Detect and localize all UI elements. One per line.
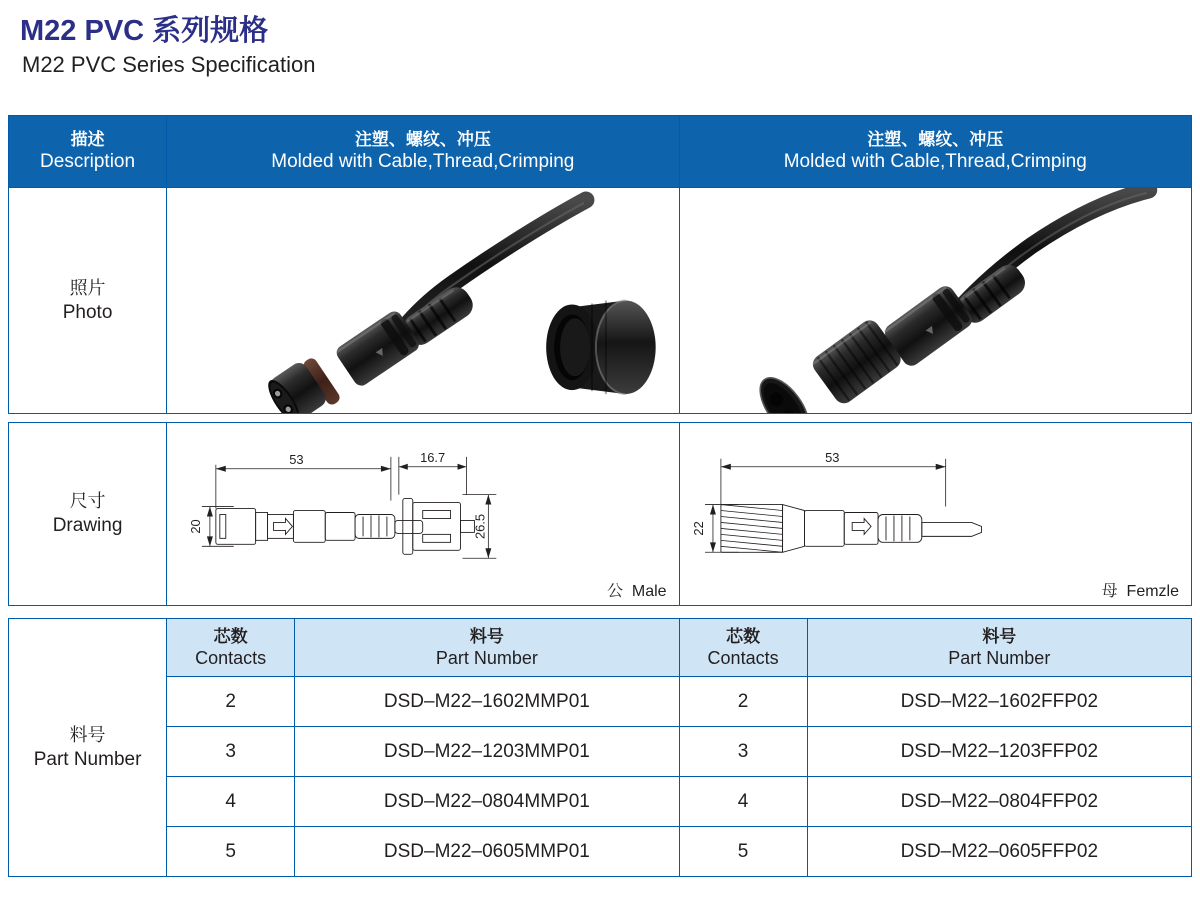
header-contacts-male [167,619,295,677]
header-partnumber-male-en: Part Number [435,647,538,668]
row-label-part-number [9,619,167,877]
dim-label-26-5: 26.5 [472,513,488,539]
row-label-part-number-zh: 料号 [69,724,106,745]
row-label-description [9,116,167,188]
description-photo-table [8,115,1192,414]
description-male-en: Molded with Cable,Thread,Crimping [271,151,575,173]
male-caption-zh: 公 [606,583,623,600]
row-label-part-number-en: Part Number [33,748,142,770]
cell-part-female: DSD–M22–0804FFP02 [807,777,1191,827]
header-contacts-female [679,619,807,677]
cell-contacts-male: 5 [167,827,295,877]
table-row [9,677,1192,727]
description-female-en: Molded with Cable,Thread,Crimping [783,151,1087,173]
header-contacts-female-en: Contacts [707,647,779,668]
male-caption [607,578,667,601]
header-partnumber-female-en: Part Number [948,647,1051,668]
header-partnumber-male [295,619,679,677]
cell-part-male: DSD–M22–1203MMP01 [295,727,679,777]
row-label-drawing-zh: 尺寸 [69,491,106,512]
female-connector-photo [680,188,1191,413]
header-partnumber-female-zh: 料号 [982,626,1017,646]
dim-label-22: 22 [690,521,706,536]
photo-male-cell [167,188,679,414]
row-label-description-en: Description [40,151,136,173]
drawing-table [8,422,1192,606]
header-partnumber-female [807,619,1191,677]
cell-part-female: DSD–M22–1602FFP02 [807,677,1191,727]
cell-contacts-female: 5 [679,827,807,877]
row-label-photo-en: Photo [62,301,113,323]
cell-contacts-female: 2 [679,677,807,727]
description-female-zh: 注塑、螺纹、冲压 [867,130,1004,149]
cell-contacts-male: 3 [167,727,295,777]
row-label-photo-zh: 照片 [69,277,106,298]
page-title-en: M22 PVC Series Specification [22,52,316,77]
row-label-drawing [9,423,167,606]
drawing-male-cell [167,423,679,606]
description-male [167,116,679,188]
cell-part-male: DSD–M22–0605MMP01 [295,827,679,877]
male-dimension-drawing [167,423,678,605]
cell-contacts-female: 3 [679,727,807,777]
cell-part-male: DSD–M22–1602MMP01 [295,677,679,727]
cell-contacts-female: 4 [679,777,807,827]
header-contacts-female-zh: 芯数 [726,626,761,646]
male-caption-en: Male [631,583,667,600]
photo-female-cell [679,188,1191,414]
header-contacts-male-zh: 芯数 [213,626,248,646]
dim-label-53: 53 [289,451,304,467]
front-face [750,370,817,413]
cell-part-male: DSD–M22–0804MMP01 [295,777,679,827]
cell-contacts-male: 2 [167,677,295,727]
female-caption-zh: 母 [1101,583,1118,600]
cell-contacts-male: 4 [167,777,295,827]
table-row [9,727,1192,777]
header-contacts-male-en: Contacts [195,647,267,668]
header-partnumber-male-zh: 料号 [469,626,504,646]
dim-label-20: 20 [188,519,204,534]
dim-label-53: 53 [824,449,840,465]
dim-label-16-7: 16.7 [420,449,446,465]
table-row [9,777,1192,827]
cell-part-female: DSD–M22–1203FFP02 [807,727,1191,777]
female-caption-en: Femzle [1126,583,1179,600]
part-number-table [8,618,1192,877]
description-male-zh: 注塑、螺纹、冲压 [354,130,491,149]
row-label-photo [9,188,167,414]
row-label-description-zh: 描述 [70,130,105,149]
male-connector-photo [167,188,678,413]
row-label-drawing-en: Drawing [52,515,123,537]
threaded-nut [546,301,656,395]
description-female [679,116,1191,188]
drawing-female-cell [679,423,1191,606]
female-caption [1102,578,1179,601]
page-title-zh: M22 PVC 系列规格 [20,15,269,47]
cell-part-female: DSD–M22–0605FFP02 [807,827,1191,877]
table-row [9,827,1192,877]
